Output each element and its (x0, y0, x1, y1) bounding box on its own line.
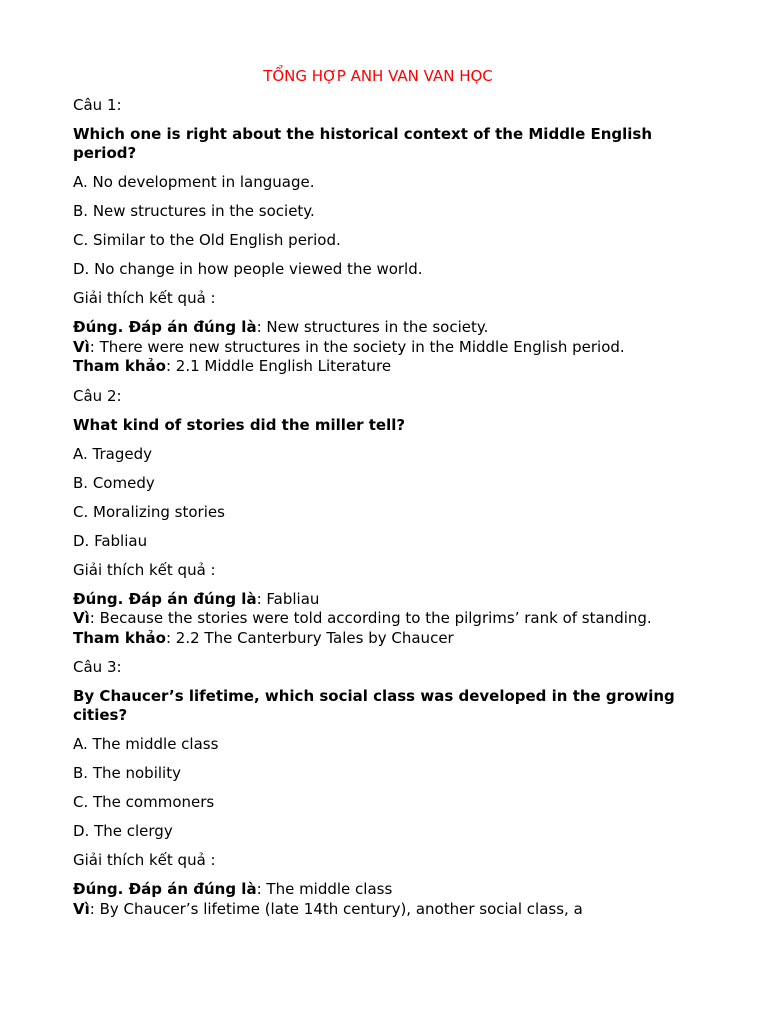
reason-row (73, 609, 683, 629)
question-text: What kind of stories did the miller tell? (73, 415, 406, 434)
document-title: TỔNG HỢP ANH VAN VAN HỌC (263, 67, 493, 85)
reason-value: : By Chaucer’s lifetime (late 14th century), another social class, a (89, 899, 583, 918)
option-a: A. The middle class (73, 735, 219, 753)
correct-answer-row (73, 880, 683, 900)
reference-row (73, 357, 683, 377)
reason-label: Vì (73, 337, 90, 356)
option-d: D. Fabliau (73, 531, 148, 550)
document-page (73, 66, 683, 929)
option-c: C. Similar to the Old English period. (73, 231, 341, 249)
reference-value: : 2.1 Middle English Literature (165, 357, 392, 375)
answer-explanation (73, 590, 683, 649)
option-c: C. The commoners (73, 793, 215, 811)
question-number: Câu 2: (73, 386, 122, 405)
correct-answer-value: : New structures in the society. (256, 318, 489, 336)
reason-row (73, 900, 683, 920)
question-block-1 (73, 96, 683, 377)
option-b: B. New structures in the society. (73, 202, 315, 220)
question-number: Câu 1: (73, 96, 122, 114)
reference-value: : 2.2 The Canterbury Tales by Chaucer (165, 628, 454, 647)
correct-answer-value: : The middle class (256, 880, 393, 898)
reason-value: : There were new structures in the society in the Middle English period. (89, 337, 625, 356)
reason-label: Vì (73, 899, 90, 918)
answer-explanation (73, 880, 683, 919)
explanation-heading: Giải thích kết quả : (73, 851, 216, 869)
correct-answer-label: Đúng. Đáp án đúng là (73, 318, 257, 336)
reason-label: Vì (73, 609, 90, 627)
question-number: Câu 3: (73, 658, 122, 676)
option-a: A. Tragedy (73, 444, 152, 463)
question-block-3 (73, 658, 683, 919)
reason-row (73, 338, 683, 358)
question-text: Which one is right about the historical context of the Middle English period? (73, 125, 653, 162)
reference-row (73, 629, 683, 649)
question-block-2 (73, 387, 683, 649)
reference-label: Tham khảo (73, 357, 166, 375)
option-d: D. No change in how people viewed the world. (73, 260, 423, 278)
reference-label: Tham khảo (73, 628, 166, 647)
option-b: B. The nobility (73, 764, 181, 782)
option-b: B. Comedy (73, 473, 155, 492)
option-a: A. No development in language. (73, 173, 315, 191)
explanation-heading: Giải thích kết quả : (73, 560, 216, 579)
question-text: By Chaucer’s lifetime, which social class was developed in the growing cities? (73, 687, 675, 724)
correct-answer-row (73, 590, 683, 610)
correct-answer-label: Đúng. Đáp án đúng là (73, 880, 257, 898)
correct-answer-label: Đúng. Đáp án đúng là (73, 589, 257, 608)
reason-value: : Because the stories were told according to the pilgrims’ rank of standing. (89, 609, 652, 627)
option-d: D. The clergy (73, 822, 173, 840)
correct-answer-value: : Fabliau (256, 589, 320, 608)
explanation-heading: Giải thích kết quả : (73, 289, 216, 307)
answer-explanation (73, 318, 683, 377)
correct-answer-row (73, 318, 683, 338)
option-c: C. Moralizing stories (73, 502, 225, 521)
